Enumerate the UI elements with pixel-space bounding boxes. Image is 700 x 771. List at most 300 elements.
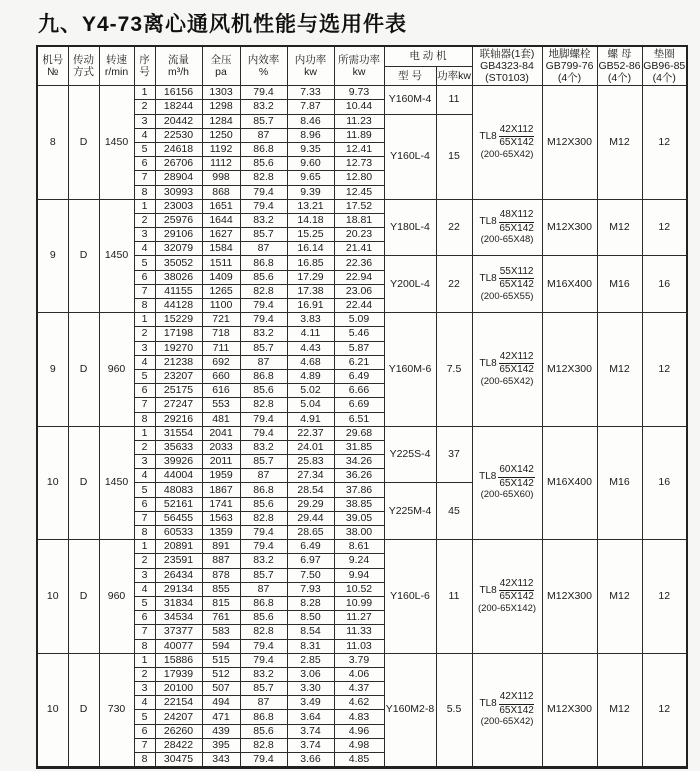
coupling-numerator: 55X112	[499, 267, 535, 280]
seq-cell: 6	[134, 270, 155, 284]
coupling-note: (200-65X142)	[477, 602, 537, 614]
pressure-cell: 439	[202, 724, 240, 738]
required-power-cell: 4.37	[334, 682, 384, 696]
nut-cell: M16	[597, 426, 642, 540]
internal-power-cell: 8.46	[287, 114, 334, 128]
required-power-cell: 5.09	[334, 313, 384, 327]
required-power-cell: 22.44	[334, 299, 384, 313]
motor-model-cell: Y225S-4	[384, 426, 436, 483]
pressure-cell: 1651	[202, 199, 240, 213]
header-pressure: 全压 pa	[202, 46, 240, 86]
efficiency-cell: 85.7	[240, 114, 287, 128]
efficiency-cell: 82.8	[240, 625, 287, 639]
coupling-cell	[472, 86, 542, 200]
pressure-cell: 1192	[202, 142, 240, 156]
required-power-cell: 34.26	[334, 455, 384, 469]
flow-cell: 40077	[155, 639, 202, 653]
drive-type-cell: D	[68, 313, 99, 427]
seq-cell: 5	[134, 710, 155, 724]
pressure-cell: 583	[202, 625, 240, 639]
required-power-cell: 31.85	[334, 440, 384, 454]
coupling-denominator: 65X142	[499, 477, 534, 489]
internal-power-cell: 7.50	[287, 568, 334, 582]
internal-power-cell: 6.97	[287, 554, 334, 568]
internal-power-cell: 3.74	[287, 738, 334, 752]
efficiency-cell: 82.8	[240, 171, 287, 185]
header-anchor-bolt: 地脚螺栓 GB799-76 (4个)	[542, 46, 597, 86]
efficiency-cell: 79.4	[240, 86, 287, 100]
seq-cell: 7	[134, 625, 155, 639]
motor-model-cell: Y225M-4	[384, 483, 436, 540]
flow-cell: 26260	[155, 724, 202, 738]
machine-no-cell: 10	[37, 426, 68, 540]
table-row	[37, 653, 687, 667]
flow-cell: 26706	[155, 157, 202, 171]
pressure-cell: 395	[202, 738, 240, 752]
efficiency-cell: 79.4	[240, 313, 287, 327]
machine-no-cell: 8	[37, 86, 68, 200]
motor-power-cell: 5.5	[436, 653, 472, 768]
flow-cell: 22530	[155, 128, 202, 142]
coupling-prefix: TL8	[479, 471, 497, 483]
seq-cell: 7	[134, 511, 155, 525]
nut-cell: M12	[597, 199, 642, 256]
pressure-cell: 515	[202, 653, 240, 667]
seq-cell: 2	[134, 327, 155, 341]
internal-power-cell: 3.66	[287, 753, 334, 768]
required-power-cell: 17.52	[334, 199, 384, 213]
pressure-cell: 494	[202, 696, 240, 710]
seq-cell: 4	[134, 696, 155, 710]
coupling-prefix: TL8	[479, 272, 497, 284]
efficiency-cell: 83.2	[240, 100, 287, 114]
seq-cell: 5	[134, 596, 155, 610]
header-flow: 流量 m³/h	[155, 46, 202, 86]
machine-no-cell: 10	[37, 540, 68, 654]
machine-no-cell: 9	[37, 313, 68, 427]
required-power-cell: 11.27	[334, 611, 384, 625]
flow-cell: 16156	[155, 86, 202, 100]
efficiency-cell: 79.4	[240, 753, 287, 768]
coupling-fraction	[499, 692, 535, 716]
pressure-cell: 1100	[202, 299, 240, 313]
pressure-cell: 711	[202, 341, 240, 355]
flow-cell: 28904	[155, 171, 202, 185]
coupling-prefix: TL8	[479, 698, 497, 710]
pressure-cell: 343	[202, 753, 240, 768]
table-row	[37, 540, 687, 554]
required-power-cell: 10.44	[334, 100, 384, 114]
seq-cell: 7	[134, 738, 155, 752]
flow-cell: 35633	[155, 440, 202, 454]
seq-cell: 7	[134, 398, 155, 412]
required-power-cell: 6.69	[334, 398, 384, 412]
required-power-cell: 4.83	[334, 710, 384, 724]
efficiency-cell: 79.4	[240, 299, 287, 313]
seq-cell: 2	[134, 667, 155, 681]
efficiency-cell: 82.8	[240, 511, 287, 525]
pressure-cell: 855	[202, 582, 240, 596]
internal-power-cell: 14.18	[287, 213, 334, 227]
pressure-cell: 2041	[202, 426, 240, 440]
speed-cell: 960	[99, 540, 134, 654]
seq-cell: 1	[134, 199, 155, 213]
coupling-numerator: 42X112	[499, 692, 535, 705]
flow-cell: 23207	[155, 369, 202, 383]
anchor-bolt-cell: M16X400	[542, 256, 597, 313]
seq-cell: 8	[134, 753, 155, 768]
pressure-cell: 692	[202, 355, 240, 369]
coupling-numerator: 48X112	[499, 210, 535, 223]
flow-cell: 52161	[155, 497, 202, 511]
table-header	[37, 46, 687, 86]
efficiency-cell: 79.4	[240, 526, 287, 540]
performance-table	[36, 45, 688, 769]
required-power-cell: 22.94	[334, 270, 384, 284]
internal-power-cell: 9.65	[287, 171, 334, 185]
table-row	[37, 313, 687, 327]
washer-cell: 12	[642, 199, 687, 256]
seq-cell: 1	[134, 426, 155, 440]
flow-cell: 20891	[155, 540, 202, 554]
seq-cell: 3	[134, 682, 155, 696]
nut-cell: M12	[597, 540, 642, 654]
motor-power-cell: 11	[436, 540, 472, 654]
efficiency-cell: 83.2	[240, 667, 287, 681]
required-power-cell: 6.51	[334, 412, 384, 426]
seq-cell: 4	[134, 242, 155, 256]
pressure-cell: 1741	[202, 497, 240, 511]
efficiency-cell: 85.6	[240, 384, 287, 398]
coupling-note: (200-65X55)	[480, 290, 534, 302]
pressure-cell: 1959	[202, 469, 240, 483]
pressure-cell: 878	[202, 568, 240, 582]
required-power-cell: 23.06	[334, 284, 384, 298]
anchor-bolt-cell: M12X300	[542, 86, 597, 200]
table-row	[37, 86, 687, 100]
internal-power-cell: 17.38	[287, 284, 334, 298]
coupling-denominator: 65X142	[499, 704, 534, 716]
motor-model-cell: Y160M2-8	[384, 653, 436, 768]
drive-type-cell: D	[68, 86, 99, 200]
speed-cell: 1450	[99, 86, 134, 200]
pressure-cell: 1359	[202, 526, 240, 540]
nut-cell: M12	[597, 86, 642, 200]
coupling-numerator: 60X142	[498, 465, 534, 478]
pressure-cell: 1409	[202, 270, 240, 284]
efficiency-cell: 85.6	[240, 157, 287, 171]
internal-power-cell: 22.37	[287, 426, 334, 440]
flow-cell: 32079	[155, 242, 202, 256]
pressure-cell: 1250	[202, 128, 240, 142]
washer-cell: 16	[642, 256, 687, 313]
internal-power-cell: 8.50	[287, 611, 334, 625]
efficiency-cell: 82.8	[240, 284, 287, 298]
seq-cell: 2	[134, 440, 155, 454]
motor-model-cell: Y180L-4	[384, 199, 436, 256]
flow-cell: 28422	[155, 738, 202, 752]
flow-cell: 29134	[155, 582, 202, 596]
internal-power-cell: 8.31	[287, 639, 334, 653]
coupling-fraction	[499, 352, 535, 376]
seq-cell: 6	[134, 724, 155, 738]
efficiency-cell: 82.8	[240, 738, 287, 752]
pressure-cell: 616	[202, 384, 240, 398]
coupling-note: (200-65X42)	[480, 716, 534, 728]
seq-cell: 5	[134, 483, 155, 497]
coupling-fraction	[498, 465, 534, 489]
motor-model-cell: Y160L-6	[384, 540, 436, 654]
internal-power-cell: 9.60	[287, 157, 334, 171]
required-power-cell: 5.87	[334, 341, 384, 355]
internal-power-cell: 5.02	[287, 384, 334, 398]
flow-cell: 34534	[155, 611, 202, 625]
coupling-cell	[472, 653, 542, 768]
internal-power-cell: 4.11	[287, 327, 334, 341]
internal-power-cell: 7.33	[287, 86, 334, 100]
flow-cell: 24618	[155, 142, 202, 156]
efficiency-cell: 79.4	[240, 199, 287, 213]
flow-cell: 24207	[155, 710, 202, 724]
seq-cell: 6	[134, 497, 155, 511]
seq-cell: 8	[134, 185, 155, 199]
coupling-denominator: 65X142	[499, 364, 534, 376]
required-power-cell: 6.21	[334, 355, 384, 369]
seq-cell: 1	[134, 540, 155, 554]
coupling-numerator: 42X112	[499, 579, 535, 592]
required-power-cell: 36.26	[334, 469, 384, 483]
header-drive-type: 传动 方式	[68, 46, 99, 86]
coupling-numerator: 42X112	[499, 125, 535, 138]
flow-cell: 31834	[155, 596, 202, 610]
internal-power-cell: 17.29	[287, 270, 334, 284]
internal-power-cell: 16.91	[287, 299, 334, 313]
page-title: 九、Y4-73离心通风机性能与选用件表	[38, 13, 408, 36]
pressure-cell: 481	[202, 412, 240, 426]
pressure-cell: 761	[202, 611, 240, 625]
efficiency-cell: 85.6	[240, 497, 287, 511]
header-motor-power: 功率kw	[436, 66, 472, 86]
nut-cell: M16	[597, 256, 642, 313]
flow-cell: 31554	[155, 426, 202, 440]
internal-power-cell: 15.25	[287, 228, 334, 242]
internal-power-cell: 9.35	[287, 142, 334, 156]
internal-power-cell: 13.21	[287, 199, 334, 213]
pressure-cell: 1867	[202, 483, 240, 497]
motor-power-cell: 15	[436, 114, 472, 199]
coupling-fraction	[499, 125, 535, 149]
seq-cell: 3	[134, 455, 155, 469]
efficiency-cell: 79.4	[240, 639, 287, 653]
required-power-cell: 11.89	[334, 128, 384, 142]
required-power-cell: 22.36	[334, 256, 384, 270]
efficiency-cell: 79.4	[240, 540, 287, 554]
table-row	[37, 256, 687, 270]
anchor-bolt-cell: M12X300	[542, 199, 597, 256]
efficiency-cell: 83.2	[240, 440, 287, 454]
efficiency-cell: 85.6	[240, 724, 287, 738]
flow-cell: 20442	[155, 114, 202, 128]
efficiency-cell: 86.8	[240, 256, 287, 270]
required-power-cell: 4.85	[334, 753, 384, 768]
required-power-cell: 4.96	[334, 724, 384, 738]
required-power-cell: 4.06	[334, 667, 384, 681]
header-required-power: 所需功率 kw	[334, 46, 384, 86]
pressure-cell: 553	[202, 398, 240, 412]
nut-cell: M12	[597, 653, 642, 768]
internal-power-cell: 3.83	[287, 313, 334, 327]
coupling-prefix: TL8	[479, 130, 497, 142]
seq-cell: 4	[134, 469, 155, 483]
efficiency-cell: 85.6	[240, 611, 287, 625]
machine-no-cell: 10	[37, 653, 68, 768]
internal-power-cell: 27.34	[287, 469, 334, 483]
header-efficiency: 内效率 %	[240, 46, 287, 86]
washer-cell: 16	[642, 426, 687, 540]
seq-cell: 5	[134, 256, 155, 270]
efficiency-cell: 83.2	[240, 327, 287, 341]
motor-power-cell: 37	[436, 426, 472, 483]
pressure-cell: 1563	[202, 511, 240, 525]
internal-power-cell: 3.74	[287, 724, 334, 738]
efficiency-cell: 85.7	[240, 682, 287, 696]
seq-cell: 1	[134, 313, 155, 327]
coupling-cell	[472, 256, 542, 313]
efficiency-cell: 85.6	[240, 270, 287, 284]
flow-cell: 21238	[155, 355, 202, 369]
internal-power-cell: 8.28	[287, 596, 334, 610]
machine-no-cell: 9	[37, 199, 68, 313]
speed-cell: 730	[99, 653, 134, 768]
flow-cell: 30993	[155, 185, 202, 199]
required-power-cell: 9.73	[334, 86, 384, 100]
flow-cell: 48083	[155, 483, 202, 497]
header-nut: 螺 母 GB52-86 (4个)	[598, 48, 641, 85]
coupling-note: (200-65X48)	[480, 234, 534, 246]
internal-power-cell: 7.93	[287, 582, 334, 596]
required-power-cell: 4.98	[334, 738, 384, 752]
seq-cell: 8	[134, 299, 155, 313]
flow-cell: 17198	[155, 327, 202, 341]
required-power-cell: 21.41	[334, 242, 384, 256]
header-machine-no: 机号 №	[37, 46, 68, 86]
nut-cell: M12	[597, 313, 642, 427]
seq-cell: 1	[134, 86, 155, 100]
internal-power-cell: 4.91	[287, 412, 334, 426]
flow-cell: 18244	[155, 100, 202, 114]
motor-power-cell: 11	[436, 86, 472, 114]
flow-cell: 27247	[155, 398, 202, 412]
pressure-cell: 594	[202, 639, 240, 653]
seq-cell: 3	[134, 114, 155, 128]
required-power-cell: 9.24	[334, 554, 384, 568]
coupling-note: (200-65X42)	[480, 148, 534, 160]
motor-model-cell: Y160M-4	[384, 86, 436, 114]
efficiency-cell: 79.4	[240, 426, 287, 440]
flow-cell: 23003	[155, 199, 202, 213]
internal-power-cell: 16.14	[287, 242, 334, 256]
flow-cell: 15886	[155, 653, 202, 667]
coupling-denominator: 65X142	[499, 137, 534, 149]
internal-power-cell: 3.06	[287, 667, 334, 681]
required-power-cell: 10.99	[334, 596, 384, 610]
flow-cell: 20100	[155, 682, 202, 696]
flow-cell: 60533	[155, 526, 202, 540]
required-power-cell: 9.94	[334, 568, 384, 582]
required-power-cell: 20.23	[334, 228, 384, 242]
anchor-bolt-cell: M12X300	[542, 653, 597, 768]
header-coupling: 联轴器(1套) GB4323-84 (ST0103)	[472, 46, 542, 86]
required-power-cell: 12.80	[334, 171, 384, 185]
motor-model-cell: Y160L-4	[384, 114, 436, 199]
pressure-cell: 1265	[202, 284, 240, 298]
pressure-cell: 1584	[202, 242, 240, 256]
pressure-cell: 1627	[202, 228, 240, 242]
speed-cell: 1450	[99, 426, 134, 540]
required-power-cell: 6.66	[334, 384, 384, 398]
internal-power-cell: 3.64	[287, 710, 334, 724]
coupling-denominator: 65X142	[499, 591, 534, 603]
efficiency-cell: 79.4	[240, 185, 287, 199]
efficiency-cell: 83.2	[240, 213, 287, 227]
drive-type-cell: D	[68, 199, 99, 313]
flow-cell: 41155	[155, 284, 202, 298]
anchor-bolt-cell: M12X300	[542, 313, 597, 427]
coupling-cell	[472, 313, 542, 427]
coupling-prefix: TL8	[479, 357, 497, 369]
washer-cell: 12	[642, 86, 687, 200]
flow-cell: 25175	[155, 384, 202, 398]
seq-cell: 5	[134, 142, 155, 156]
internal-power-cell: 8.54	[287, 625, 334, 639]
efficiency-cell: 85.7	[240, 568, 287, 582]
internal-power-cell: 5.04	[287, 398, 334, 412]
coupling-numerator: 42X112	[499, 352, 535, 365]
pressure-cell: 660	[202, 369, 240, 383]
seq-cell: 6	[134, 611, 155, 625]
motor-power-cell: 7.5	[436, 313, 472, 427]
internal-power-cell: 28.65	[287, 526, 334, 540]
internal-power-cell: 24.01	[287, 440, 334, 454]
required-power-cell: 38.85	[334, 497, 384, 511]
efficiency-cell: 82.8	[240, 398, 287, 412]
speed-cell: 1450	[99, 199, 134, 313]
required-power-cell: 6.49	[334, 369, 384, 383]
efficiency-cell: 87	[240, 128, 287, 142]
table-body	[37, 86, 687, 768]
pressure-cell: 1303	[202, 86, 240, 100]
efficiency-cell: 85.7	[240, 455, 287, 469]
pressure-cell: 815	[202, 596, 240, 610]
efficiency-cell: 87	[240, 355, 287, 369]
table-row	[37, 199, 687, 213]
pressure-cell: 512	[202, 667, 240, 681]
flow-cell: 29106	[155, 228, 202, 242]
efficiency-cell: 86.8	[240, 710, 287, 724]
required-power-cell: 37.86	[334, 483, 384, 497]
internal-power-cell: 16.85	[287, 256, 334, 270]
seq-cell: 4	[134, 582, 155, 596]
efficiency-cell: 87	[240, 469, 287, 483]
header-motor-group: 电 动 机	[384, 46, 472, 66]
flow-cell: 29216	[155, 412, 202, 426]
washer-cell: 12	[642, 540, 687, 654]
flow-cell: 56455	[155, 511, 202, 525]
coupling-note: (200-65X42)	[480, 375, 534, 387]
pressure-cell: 721	[202, 313, 240, 327]
efficiency-cell: 85.7	[240, 341, 287, 355]
required-power-cell: 18.81	[334, 213, 384, 227]
